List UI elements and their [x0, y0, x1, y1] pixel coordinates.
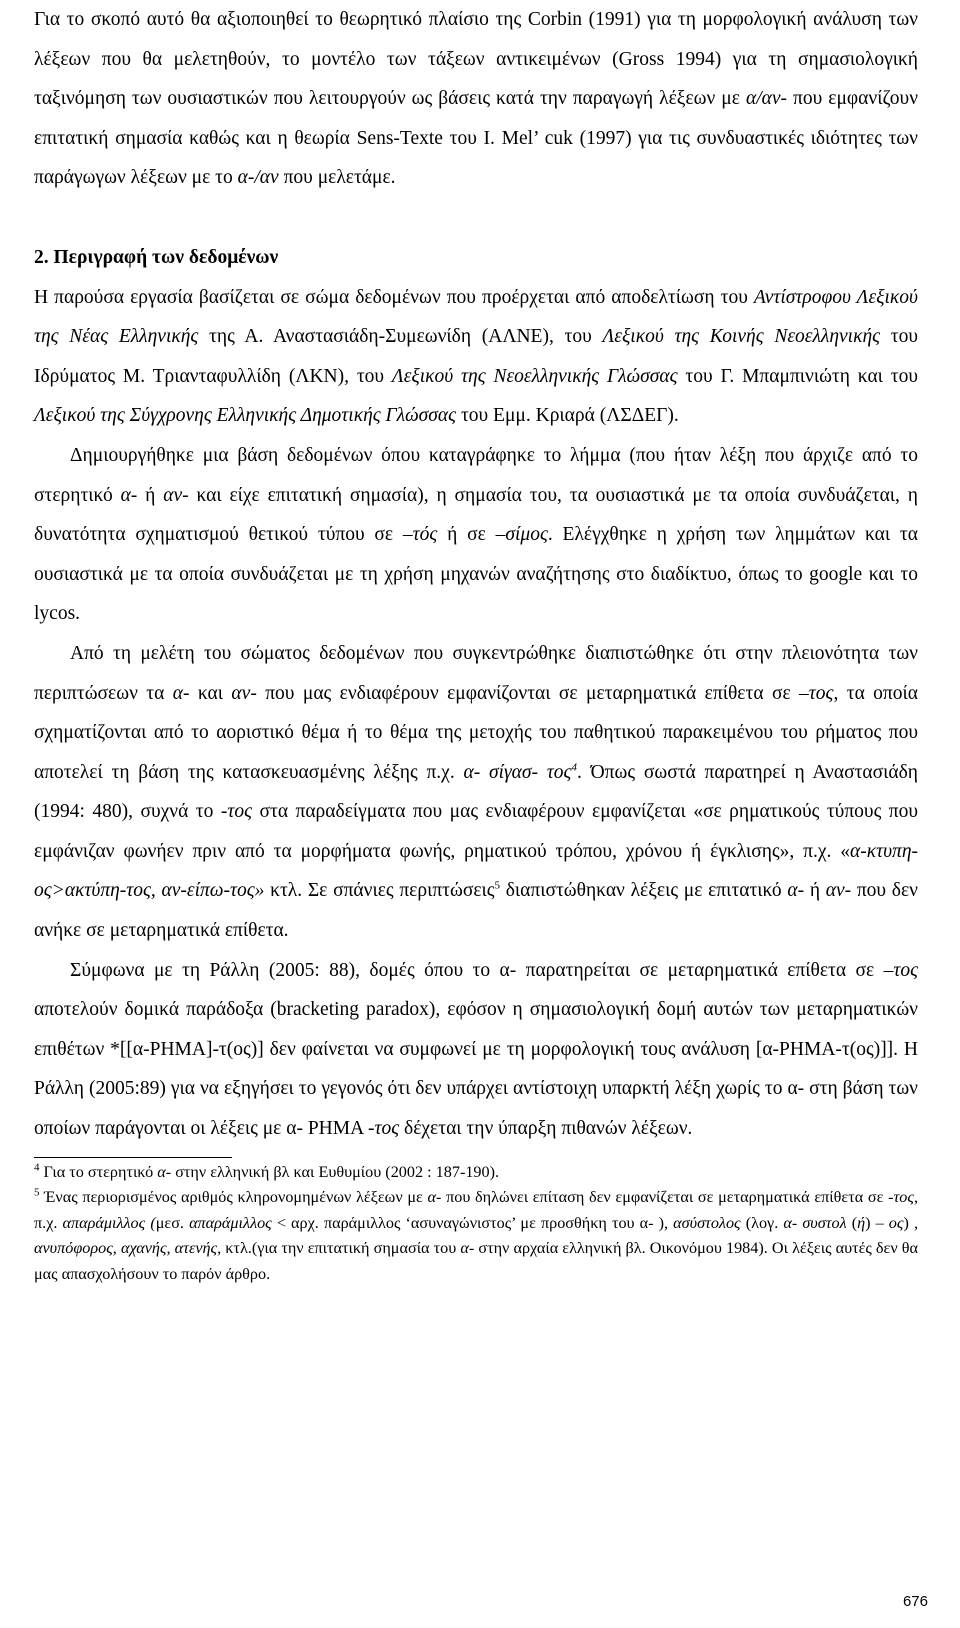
text-run: μεσ.	[155, 1213, 190, 1232]
italic-text: α/αν-	[745, 88, 787, 110]
intro-paragraph	[34, 0, 918, 198]
italic-text: α-	[120, 484, 138, 506]
italic-text: Αντίστροφου Λεξικού της Νέας Ελληνικής	[34, 286, 918, 348]
footnote-5	[34, 1185, 918, 1287]
text-run: Η παρούσα εργασία βασίζεται σε σώμα δεδομένων που προέρχεται από αποδελτίωση του	[34, 286, 754, 308]
text-run: . Ελέγχθηκε η χρήση των λημμάτων και τα ουσιαστικά με τα οποία συνδυάζεται με τη χρήση μηχανών αναζήτησης στο διαδίκτυο, όπως το google και το lycos.	[34, 524, 918, 625]
italic-text: –σίμος	[495, 524, 548, 546]
text-run: , τα οποία σχηματίζονται από το αοριστικό θέμα ή το θέμα της μετοχής του παθητικού παρακειμένου του ρήματος που αποτελεί τη βάση της κατασκευασμένης λέξης π.χ.	[34, 682, 918, 783]
text-run: που μελετάμε.	[278, 167, 396, 189]
text-run: Από τη μελέτη του σώματος δεδομένων που συγκεντρώθηκε διαπιστώθηκε ότι στην πλειονότητα των περιπτώσεων τα	[34, 642, 918, 704]
italic-text: τος	[893, 1188, 914, 1207]
text-run: (λογ.	[740, 1213, 784, 1232]
text-run: στην ελληνική βλ και Ευθυμίου (2002 : 187-190).	[171, 1162, 500, 1181]
footnote-marker: 5	[494, 879, 501, 892]
italic-text: ασύστολος	[673, 1213, 741, 1232]
text-run: δέχεται την ύπαρξη πιθανών λέξεων.	[399, 1118, 693, 1140]
footnotes	[34, 1160, 918, 1288]
text-run: (	[846, 1213, 858, 1232]
footnote-marker: 4	[34, 1161, 40, 1174]
italic-text: τος	[227, 801, 252, 823]
text-run: στα παραδείγματα που μας ενδιαφέρουν εμφανίζεται «σε ρηματικούς τύπους που εμφάνιζαν φωνήεν πριν από τα μορφήματα φωνής, ρηματικού τρόπου, χρόνου ή έγκλισης», π.χ. «	[34, 801, 919, 862]
footnote-4	[34, 1160, 918, 1186]
italic-text: αν-	[231, 682, 257, 704]
italic-text: α-	[460, 1239, 475, 1258]
text-run: Σύμφωνα με τη Ράλλη (2005: 88), δομές όπου το α- παρατηρείται σε μεταρηματικά επίθετα σε	[70, 959, 884, 981]
text-run: κτλ. Σε σπάνιες περιπτώσεις	[264, 880, 495, 902]
page-number: 676	[902, 1593, 928, 1610]
text-run: < αρχ. παράμιλλος ‘ασυναγώνιστος’ με προσθήκη του α- ),	[271, 1213, 674, 1232]
text-run: που δηλώνει επίταση δεν εμφανίζεται σε μεταρηματικά επίθετα σε -	[441, 1188, 894, 1207]
italic-text: τος	[374, 1118, 400, 1140]
italic-text: α-	[172, 682, 190, 704]
text-run: της Α. Αναστασιάδη-Συμεωνίδη (ΑΛΝΕ), του	[198, 326, 603, 348]
section-heading: 2. Περιγραφή των δεδομένων	[34, 246, 279, 268]
text-run: ή σε	[437, 524, 496, 546]
italic-text: αν-	[825, 880, 852, 902]
text-run: του Γ. Μπαμπινιώτη και του	[677, 365, 918, 387]
text-run: . Όπως σωστά παρατηρεί η Αναστασιάδη (1994: 480), συχνά το -	[34, 761, 918, 823]
database-paragraph	[34, 436, 918, 634]
findings-paragraph	[34, 634, 918, 951]
italic-text: α-	[787, 880, 805, 902]
text-run: που μας ενδιαφέρουν εμφανίζονται σε μεταρηματικά επίθετα σε	[256, 682, 800, 704]
italic-text: ή	[857, 1213, 866, 1232]
document-page	[34, 0, 918, 1288]
text-run: του Ιδρύματος Μ. Τριανταφυλλίδη (ΛΚΝ), του	[34, 326, 918, 387]
text-run: Δημιουργήθηκε μια βάση δεδομένων όπου καταγράφηκε το λήμμα (που ήταν λέξη που άρχιζε από το στερητικό	[34, 444, 918, 506]
italic-text: α-	[157, 1162, 172, 1181]
italic-text: –τος	[799, 682, 834, 704]
text-run: Ένας περιορισμένος αριθμός κληρονομημένων λέξεων με	[39, 1188, 428, 1207]
italic-text: απαράμιλλος (	[62, 1213, 156, 1232]
text-run: και	[189, 682, 232, 704]
italic-text: ανυπόφορος, αχανής, ατενής	[34, 1239, 218, 1258]
text-run: Για το στερητικό	[39, 1162, 158, 1181]
italic-text: – ος	[875, 1213, 904, 1232]
italic-text: –τος	[883, 959, 918, 981]
italic-text: Λεξικού της Σύγχρονης Ελληνικής Δημοτικής Γλώσσας	[34, 405, 457, 427]
italic-text: α-/αν	[237, 167, 279, 189]
text-run: του Εμμ. Κριαρά (ΛΣΔΕΓ).	[456, 405, 679, 427]
italic-text: Λεξικού της Νεοελληνικής Γλώσσας	[391, 365, 678, 387]
italic-text: Λεξικού της Κοινής Νεοελληνικής	[602, 326, 881, 348]
text-run: στην αρχαία ελληνική βλ. Οικονόμου 1984). Οι λέξεις αυτές δεν θα μας απασχολήσουν το παρόν άρθρο.	[34, 1239, 918, 1283]
corpus-paragraph	[34, 278, 918, 436]
text-run: που δεν ανήκε σε μεταρηματικά επίθετα.	[34, 880, 918, 942]
text-run: διαπιστώθηκαν λέξεις με επιτατικό	[500, 880, 788, 902]
footnote-divider	[34, 1157, 232, 1158]
italic-text: –τός	[402, 524, 438, 546]
ralli-paragraph	[34, 951, 918, 1149]
italic-text: α- σίγασ- τος	[463, 761, 572, 783]
footnote-marker: 4	[571, 761, 577, 774]
text-run: αποτελούν δομικά παράδοξα (bracketing paradox), εφόσον η σημασιολογική δομή αυτών των μεταρηματικών επιθέτων *[[α-ΡΗΜΑ]-τ(ος)] δεν φαίνεται να συμφωνεί με τη μορφολογική τους ανάλυση [α-ΡΗΜΑ-τ(ος)]]. Η Ράλλη (2005:89) για να εξηγήσει το γεγονός ότι δεν υπάρχει αντίστοιχη υπαρκτή λέξη χωρίς το α- στη βάση των οποίων παράγονται οι λέξεις με α- ΡΗΜΑ -	[34, 999, 918, 1140]
text-run: , π.χ.	[34, 1188, 919, 1232]
text-run: που εμφανίζουν επιτατική σημασία καθώς και η θεωρία Sens-Texte του I. Mel’ cuk (1997) για τις συνδυαστικές ιδιότητες των παράγωγων λέξεων με το	[34, 88, 919, 189]
text-run: )	[865, 1213, 876, 1232]
italic-text: α-κτυπη-ος>ακτύπη-τος, αν-είπω-τος»	[34, 840, 918, 902]
footnote-marker: 5	[34, 1186, 40, 1199]
italic-text: α- συστολ	[783, 1213, 847, 1232]
italic-text: αν-	[163, 484, 189, 506]
italic-text: α-	[427, 1188, 442, 1207]
text-run: ή	[804, 880, 826, 902]
text-run: και είχε επιτατική σημασία), η σημασία του, τα ουσιαστικά με τα οποία συνδυάζεται, η δυνατότητα σχηματισμού θετικού τύπου σε	[34, 484, 918, 546]
text-run: , κτλ.(για την επιτατική σημασία του	[217, 1239, 461, 1258]
text-run: ή	[137, 484, 164, 506]
text-run: Για το σκοπό αυτό θα αξιοποιηθεί το θεωρητικό πλαίσιο της Corbin (1991) για τη μορφολογική ανάλυση των λέξεων που θα μελετηθούν, το μοντέλο των τάξεων αντικειμένων (Gross 1994) για τη σημασιολογική ταξινόμηση των ουσιαστικών που λειτουργούν ως βάσεις κατά την παραγωγή λέξεων με	[34, 9, 918, 110]
italic-text: απαράμιλλος	[189, 1213, 272, 1232]
text-run: ) ,	[903, 1213, 919, 1232]
